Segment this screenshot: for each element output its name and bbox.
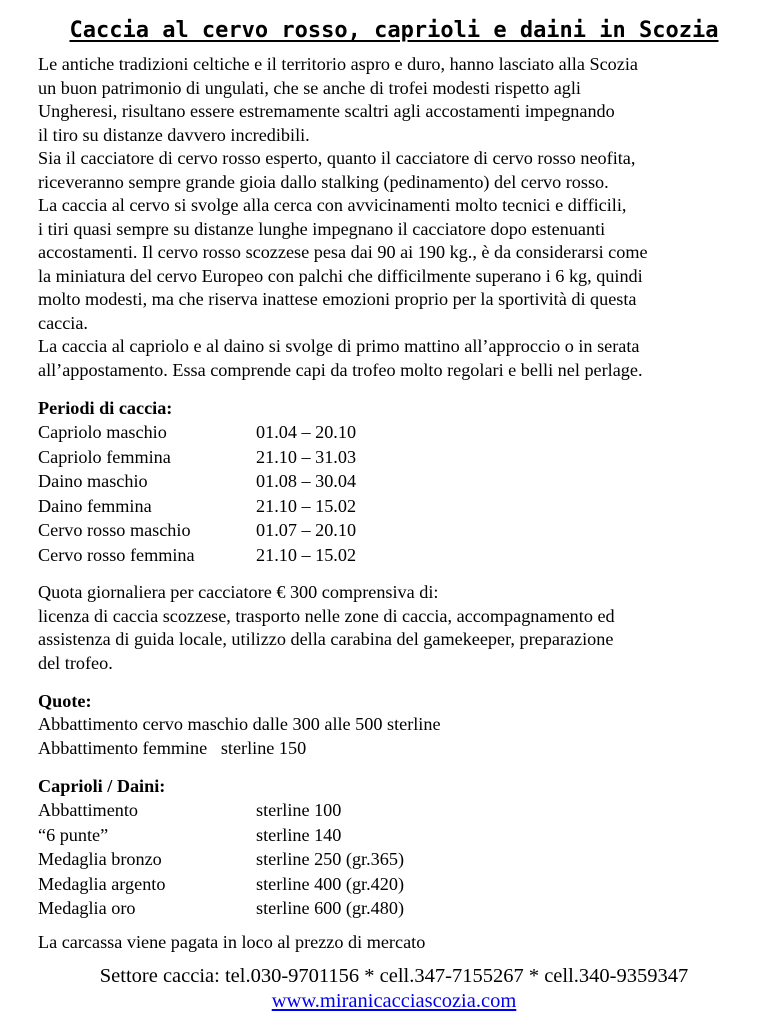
period-label: Cervo rosso femmina — [38, 544, 195, 565]
period-value: 21.10 – 15.02 — [256, 495, 357, 516]
period-row — [38, 518, 750, 543]
contact-line: Settore caccia: tel.030-9701156 * cell.347-7155267 * cell.340-9359347 — [99, 965, 689, 987]
intro-line: i tiri quasi sempre su distanze lunghe impegnano il cacciatore dopo estenuanti — [38, 218, 606, 239]
intro-line: un buon patrimonio di ungulati, che se anche di trofei modesti rispetto agli — [38, 77, 581, 98]
price-row — [38, 847, 750, 872]
period-label: Daino maschio — [38, 471, 148, 491]
daily-fee-line: del trofeo. — [38, 652, 113, 673]
period-row — [38, 543, 750, 568]
carcass-note: La carcassa viene pagata in loco al prezzo di mercato — [38, 931, 426, 952]
period-label: Capriolo maschio — [38, 422, 167, 442]
price-value: sterline 140 — [256, 824, 342, 845]
period-value: 21.10 – 31.03 — [256, 446, 357, 467]
section-heading-caprioli: Caprioli / Daini: — [38, 776, 166, 796]
intro-line: La caccia al cervo si svolge alla cerca con avvicinamenti molto tecnici e difficili, — [38, 195, 627, 215]
intro-line: Sia il cacciatore di cervo rosso esperto, quanto il cacciatore di cervo rosso neofita, — [38, 148, 636, 168]
price-value: sterline 100 — [256, 800, 342, 820]
intro-line: Le antiche tradizioni celtiche e il territorio aspro e duro, hanno lasciato alla Scozia — [38, 54, 638, 74]
period-value: 01.04 – 20.10 — [256, 422, 357, 442]
period-label: Daino femmina — [38, 495, 152, 516]
intro-line: La caccia al capriolo e al daino si svolge di primo mattino all’approccio o in serata — [38, 336, 640, 356]
contact-footer — [38, 964, 750, 1014]
intro-line: caccia. — [38, 312, 88, 333]
period-label: Capriolo femmina — [38, 446, 171, 467]
caprioli-daini-section — [38, 774, 750, 921]
section-heading-periods: Periodi di caccia: — [38, 398, 173, 418]
price-label: Medaglia bronzo — [38, 849, 162, 869]
intro-paragraph — [38, 53, 750, 382]
price-row — [38, 872, 750, 897]
price-value: sterline 400 (gr.420) — [256, 873, 404, 894]
section-heading-quote: Quote: — [38, 691, 92, 711]
intro-line: molto modesti, ma che riserva inattese emozioni proprio per la sportività di questa — [38, 289, 637, 309]
price-label: Abbattimento — [38, 800, 139, 820]
period-value: 01.07 – 20.10 — [256, 520, 357, 540]
period-label: Cervo rosso maschio — [38, 520, 191, 540]
intro-line: la miniatura del cervo Europeo con palchi che difficilmente superano i 6 kg, quindi — [38, 265, 643, 286]
price-value: sterline 250 (gr.365) — [256, 849, 404, 869]
price-label: Medaglia oro — [38, 898, 136, 918]
intro-line: riceveranno sempre grande gioia dallo stalking (pedinamento) del cervo rosso. — [38, 171, 609, 192]
quote-section — [38, 689, 750, 760]
price-value: sterline 600 (gr.480) — [256, 898, 404, 918]
price-row — [38, 798, 750, 823]
website-link[interactable]: www.miranicacciascozia.com — [271, 990, 517, 1012]
price-label: “6 punte” — [38, 824, 109, 845]
page-title: Caccia al cervo rosso, caprioli e daini in Scozia — [69, 18, 719, 43]
quote-line: Abbattimento cervo maschio dalle 300 alle 500 sterline — [38, 714, 441, 734]
daily-fee-line: Quota giornaliera per cacciatore € 300 comprensiva di: — [38, 582, 439, 602]
period-row — [38, 445, 750, 470]
intro-line: accostamenti. Il cervo rosso scozzese pesa dai 90 ai 190 kg., è da considerarsi come — [38, 242, 648, 262]
daily-fee-line: assistenza di guida locale, utilizzo della carabina del gamekeeper, preparazione — [38, 629, 614, 649]
hunting-periods-section — [38, 396, 750, 567]
price-row — [38, 823, 750, 848]
intro-line: all’appostamento. Essa comprende capi da trofeo molto regolari e belli nel perlage. — [38, 359, 643, 380]
period-row — [38, 469, 750, 494]
daily-fee-paragraph — [38, 581, 750, 675]
quote-line: Abbattimento femmine sterline 150 — [38, 737, 307, 758]
intro-line: il tiro su distanze davvero incredibili. — [38, 124, 310, 145]
period-row — [38, 420, 750, 445]
daily-fee-line: licenza di caccia scozzese, trasporto nelle zone di caccia, accompagnamento ed — [38, 605, 615, 626]
price-row — [38, 896, 750, 921]
period-value: 21.10 – 15.02 — [256, 544, 357, 565]
period-value: 01.08 – 30.04 — [256, 471, 357, 491]
document-page — [38, 18, 750, 1014]
price-label: Medaglia argento — [38, 873, 166, 894]
intro-line: Ungheresi, risultano essere estremamente scaltri agli accostamenti impegnando — [38, 101, 615, 121]
period-row — [38, 494, 750, 519]
